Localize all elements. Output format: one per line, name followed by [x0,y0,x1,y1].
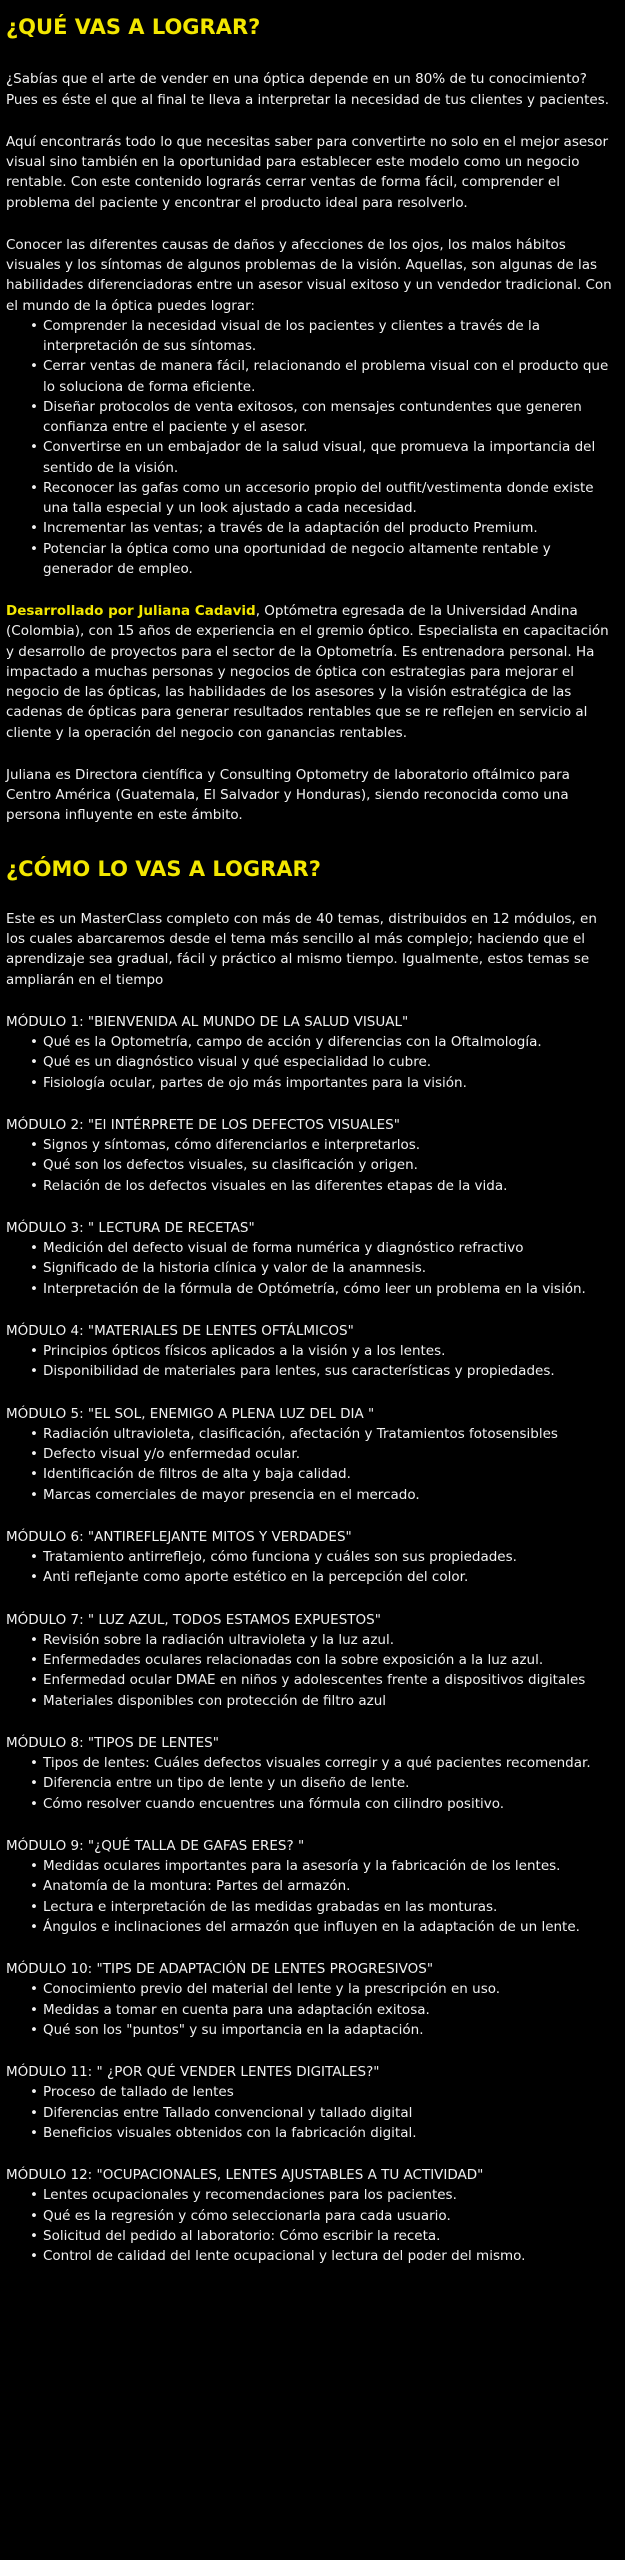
module-topic: • Anatomía de la montura: Partes del armazón. [36,1876,619,1896]
benefits-list [6,316,619,579]
module-title: MÓDULO 4: "MATERIALES DE LENTES OFTÁLMICOS" [6,1322,354,1339]
module-title: MÓDULO 9: "¿QUÉ TALLA DE GAFAS ERES? " [6,1837,305,1854]
module-title: MÓDULO 7: " LUZ AZUL, TODOS ESTAMOS EXPUESTOS" [6,1611,381,1628]
module-5 [6,1404,619,1505]
module-title: MÓDULO 12: "OCUPACIONALES, LENTES AJUSTABLES A TU ACTIVIDAD" [6,2167,484,2184]
module-topic: • Lectura e interpretación de las medidas grabadas en las monturas. [36,1897,619,1917]
module-topic: • Anti reflejante como aporte estético en la percepción del color. [36,1567,619,1587]
intro-paragraph-2: Aquí encontrarás todo lo que necesitas saber para convertirte no solo en el mejor asesor visual sino también en la oportunidad para establecer este modelo como un negocio rentable. Con este contenido lograrás cerrar ventas de forma fácil, comprender el problema del paciente y encontrar el producto ideal para resolverlo. [6,133,609,211]
module-topic: • Signos y síntomas, cómo diferenciarlos e interpretarlos. [36,1135,619,1155]
module-topic: • Fisiología ocular, partes de ojo más importantes para la visión. [36,1073,619,1093]
module-title: MÓDULO 11: " ¿POR QUÉ VENDER LENTES DIGITALES?" [6,2064,380,2081]
module-topic: • Revisión sobre la radiación ultravioleta y la luz azul. [36,1630,619,1650]
module-title: MÓDULO 1: "BIENVENIDA AL MUNDO DE LA SALUD VISUAL" [6,1013,409,1030]
section-title-what: ¿QUÉ VAS A LOGRAR? [6,15,261,39]
module-title: MÓDULO 8: "TIPOS DE LENTES" [6,1734,219,1751]
module-topic: • Qué es la regresión y cómo seleccionarla para cada usuario. [36,2206,619,2226]
module-3 [6,1218,619,1299]
module-topic: • Marcas comerciales de mayor presencia en el mercado. [36,1485,619,1505]
author-name: Desarrollado por Juliana Cadavid [6,603,256,620]
module-topic: • Medidas oculares importantes para la asesoría y la fabricación de los lentes. [36,1856,619,1876]
module-6 [6,1527,619,1588]
module-topic: • Defecto visual y/o enfermedad ocular. [36,1444,619,1464]
module-topic: • Relación de los defectos visuales en las diferentes etapas de la vida. [36,1176,619,1196]
section-title-how: ¿CÓMO LO VAS A LOGRAR? [6,856,321,881]
module-topic: • Principios ópticos físicos aplicados a la visión y a los lentes. [36,1341,619,1361]
module-title: MÓDULO 6: "ANTIREFLEJANTE MITOS Y VERDADES" [6,1528,352,1545]
benefit-item: • Convertirse en un embajador de la salud visual, que promueva la importancia del sentido de la visión. [36,437,619,478]
benefit-item: • Diseñar protocolos de venta exitosos, con mensajes contundentes que generen confianza entre el paciente y el asesor. [36,397,619,438]
author-bio: , Optómetra egresada de la Universidad Andina (Colombia), con 15 años de experiencia en el gremio óptico. Especialista en capacitación y desarrollo de proyectos para el sector de la Optometría. Es entrenadora personal. Ha impactado a muchas personas y negocios de óptica con estrategias para mejorar el negocio de las ópticas, las habilidades de los asesores y la visión estratégica de las cadenas de ópticas para generar resultados rentables que se re reflejen en servicio al cliente y la operación del negocio con ganancias rentables. [6,603,609,741]
benefit-item: • Cerrar ventas de manera fácil, relacionando el problema visual con el producto que lo soluciona de forma eficiente. [36,356,619,397]
module-topic: • Ángulos e inclinaciones del armazón que influyen en la adaptación de un lente. [36,1917,619,1937]
module-topic: • Identificación de filtros de alta y baja calidad. [36,1464,619,1484]
module-4 [6,1321,619,1382]
benefit-item: • Reconocer las gafas como un accesorio propio del outfit/vestimenta donde existe una talla especial y un look ajustado a cada necesidad. [36,478,619,519]
module-topic: • Disponibilidad de materiales para lentes, sus características y propiedades. [36,1361,619,1381]
module-topic: • Qué es la Optometría, campo de acción y diferencias con la Oftalmología. [36,1032,619,1052]
module-topic: • Qué son los defectos visuales, su clasificación y origen. [36,1155,619,1175]
module-topic: • Materiales disponibles con protección de filtro azul [36,1691,619,1711]
module-topic: • Conocimiento previo del material del lente y la prescripción en uso. [36,1979,619,1999]
module-11 [6,2062,619,2143]
module-topic: • Lentes ocupacionales y recomendaciones para los pacientes. [36,2185,619,2205]
module-topic: • Qué son los "puntos" y su importancia en la adaptación. [36,2020,619,2040]
module-topic: • Enfermedades oculares relacionadas con la sobre exposición a la luz azul. [36,1650,619,1670]
module-topic: • Medidas a tomar en cuenta para una adaptación exitosa. [36,2000,619,2020]
module-topic: • Significado de la historia clínica y valor de la anamnesis. [36,1258,619,1278]
module-topic: • Enfermedad ocular DMAE en niños y adolescentes frente a dispositivos digitales [36,1670,619,1690]
module-title: MÓDULO 3: " LECTURA DE RECETAS" [6,1219,255,1236]
intro-paragraph-3: Conocer las diferentes causas de daños y afecciones de los ojos, los malos hábitos visuales y los síntomas de algunos problemas de la visión. Aquellas, son algunas de las habilidades diferenciadoras entre un asesor visual exitoso y un vendedor tradicional. Con el mundo de la óptica puedes lograr: [6,236,612,314]
module-topic: • Interpretación de la fórmula de Optómetría, cómo leer un problema en la visión. [36,1279,619,1299]
module-topic: • Diferencias entre Tallado convencional y tallado digital [36,2103,619,2123]
module-8 [6,1733,619,1814]
module-topic: • Control de calidad del lente ocupacional y lectura del poder del mismo. [36,2246,619,2266]
module-title: MÓDULO 2: "El INTÉRPRETE DE LOS DEFECTOS VISUALES" [6,1116,400,1133]
masterclass-intro: Este es un MasterClass completo con más de 40 temas, distribuidos en 12 módulos, en los cuales abarcaremos desde el tema más sencillo al más complejo; haciendo que el aprendizaje sea gradual, fácil y práctico al mismo tiempo. Igualmente, estos temas se ampliarán en el tiempo [6,910,597,988]
module-title: MÓDULO 10: "TIPS DE ADAPTACIÓN DE LENTES PROGRESIVOS" [6,1961,434,1978]
module-topic: • Beneficios visuales obtenidos con la fabricación digital. [36,2123,619,2143]
module-topic: • Proceso de tallado de lentes [36,2082,619,2102]
module-9 [6,1836,619,1937]
intro-paragraph-1: ¿Sabías que el arte de vender en una óptica depende en un 80% de tu conocimiento? Pues es éste el que al final te lleva a interpretar la necesidad de tus clientes y pacientes. [6,71,610,108]
module-7 [6,1610,619,1711]
module-topic: • Tratamiento antirreflejo, cómo funciona y cuáles son sus propiedades. [36,1547,619,1567]
benefit-item: • Incrementar las ventas; a través de la adaptación del producto Premium. [36,518,619,538]
module-2 [6,1115,619,1196]
module-10 [6,1959,619,2040]
module-topic: • Tipos de lentes: Cuáles defectos visuales corregir y a qué pacientes recomendar. [36,1753,619,1773]
module-topic: • Solicitud del pedido al laboratorio: Cómo escribir la receta. [36,2226,619,2246]
module-title: MÓDULO 5: "EL SOL, ENEMIGO A PLENA LUZ DEL DIA " [6,1405,375,1422]
author-paragraph [6,601,619,743]
author-role-paragraph: Juliana es Directora científica y Consulting Optometry de laboratorio oftálmico para Centro América (Guatemala, El Salvador y Honduras), siendo reconocida como una persona influyente en este ámbito. [6,766,570,824]
module-12 [6,2165,619,2266]
module-1 [6,1012,619,1093]
benefit-item: • Comprender la necesidad visual de los pacientes y clientes a través de la interpretación de sus síntomas. [36,316,619,357]
module-topic: • Cómo resolver cuando encuentres una fórmula con cilindro positivo. [36,1794,619,1814]
module-topic: • Qué es un diagnóstico visual y qué especialidad lo cubre. [36,1052,619,1072]
module-topic: • Diferencia entre un tipo de lente y un diseño de lente. [36,1773,619,1793]
module-topic: • Medición del defecto visual de forma numérica y diagnóstico refractivo [36,1238,619,1258]
module-topic: • Radiación ultravioleta, clasificación, afectación y Tratamientos fotosensibles [36,1424,619,1444]
benefit-item: • Potenciar la óptica como una oportunidad de negocio altamente rentable y generador de empleo. [36,539,619,580]
